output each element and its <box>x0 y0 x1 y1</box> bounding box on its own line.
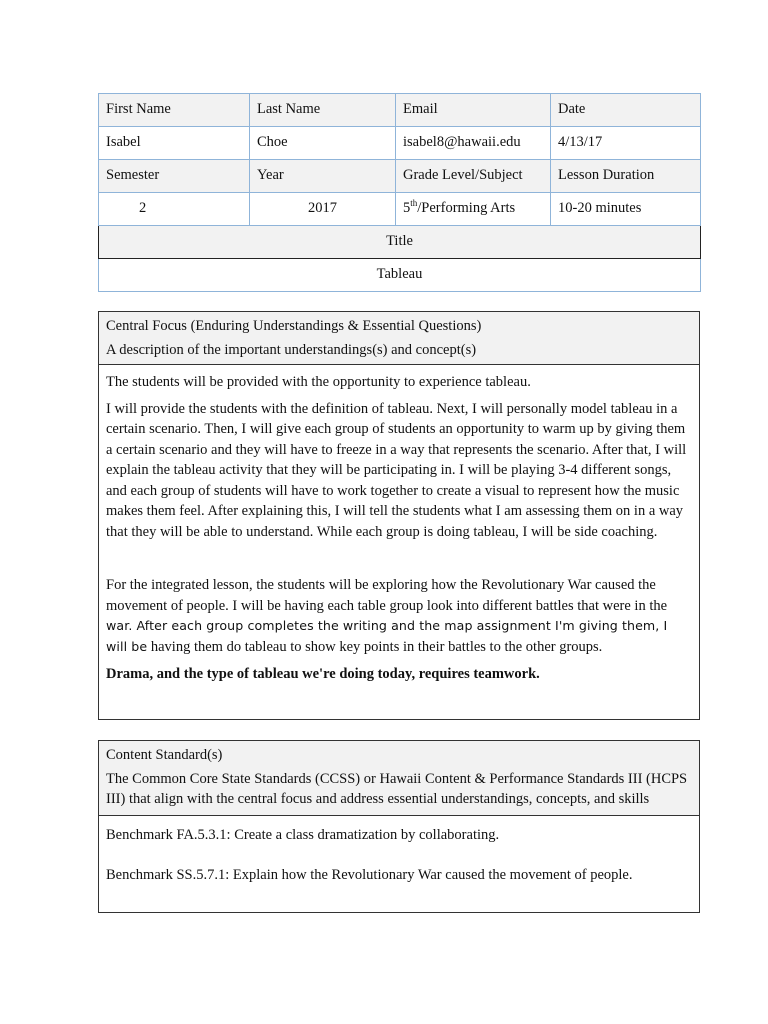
first-name-label: First Name <box>99 94 250 127</box>
date-value: 4/13/17 <box>551 127 701 160</box>
central-focus-section <box>98 311 700 720</box>
central-focus-body <box>99 365 699 691</box>
last-name-value: Choe <box>250 127 396 160</box>
grade-value <box>396 193 551 226</box>
central-focus-heading: Central Focus (Enduring Understandings & Essential Questions) <box>106 318 482 334</box>
focus-paragraph-1: The students will be provided with the opportunity to experience tableau. <box>106 374 531 390</box>
central-focus-header <box>99 312 699 365</box>
title-label: Title <box>99 226 701 259</box>
duration-label: Lesson Duration <box>551 160 701 193</box>
content-standards-section <box>98 740 700 913</box>
semester-value: 2 <box>99 193 250 226</box>
date-label: Date <box>551 94 701 127</box>
focus-bold-statement: Drama, and the type of tableau we're doing today, requires teamwork. <box>106 666 540 682</box>
content-standards-subheading: The Common Core State Standards (CCSS) or Hawaii Content & Performance Standards III (HCPS III) that align with the central focus and address essential understandings, concepts, and skills <box>106 770 688 807</box>
content-standards-body <box>99 816 699 892</box>
content-standards-heading: Content Standard(s) <box>106 747 223 763</box>
email-value: isabel8@hawaii.edu <box>396 127 551 160</box>
duration-value: 10-20 minutes <box>551 193 701 226</box>
semester-label: Semester <box>99 160 250 193</box>
lesson-info-table <box>98 93 701 292</box>
focus-paragraph-3-end: having them do tableau to show key points in their battles to the other groups. <box>147 638 603 655</box>
last-name-label: Last Name <box>250 94 396 127</box>
grade-suffix: th <box>410 198 418 209</box>
focus-paragraph-3 <box>106 575 692 657</box>
focus-paragraph-3-handwritten: war. After each group completes the writing and the map assignment I'm giving them, I will be <box>106 618 668 654</box>
benchmark-2: Benchmark SS.5.7.1: Explain how the Revolutionary War caused the movement of people. <box>106 867 633 883</box>
grade-label: Grade Level/Subject <box>396 160 551 193</box>
grade-number: 5 <box>403 200 411 217</box>
central-focus-subheading: A description of the important understandings(s) and concept(s) <box>106 341 477 358</box>
focus-paragraph-3-start: For the integrated lesson, the students will be exploring how the Revolutionary War caused the movement of people. I will be having each table group look into different battles that were in the <box>106 577 668 614</box>
grade-subject: /Performing Arts <box>417 200 516 217</box>
lesson-title: Tableau <box>99 259 701 292</box>
content-standards-header <box>99 741 699 816</box>
year-value: 2017 <box>250 193 396 226</box>
focus-paragraph-2: I will provide the students with the definition of tableau. Next, I will personally model tableau in a certain scenario. Then, I will give each group of students an opportunity to warm up by giving them a certain scenario and they will have to freeze in a way that represents the scenario. After that, I will explain the tableau activity that they will be participating in. I will be playing 3-4 different songs, and each group of students will have to work together to create a visual to represent how the music makes them feel. After explaining this, I will tell the students what I am assessing them on in a way that they will be able to understand. While each group is doing tableau, I will be side coaching. <box>106 400 687 540</box>
email-label: Email <box>396 94 551 127</box>
benchmark-1: Benchmark FA.5.3.1: Create a class dramatization by collaborating. <box>106 826 500 843</box>
year-label: Year <box>250 160 396 193</box>
first-name-value: Isabel <box>99 127 250 160</box>
